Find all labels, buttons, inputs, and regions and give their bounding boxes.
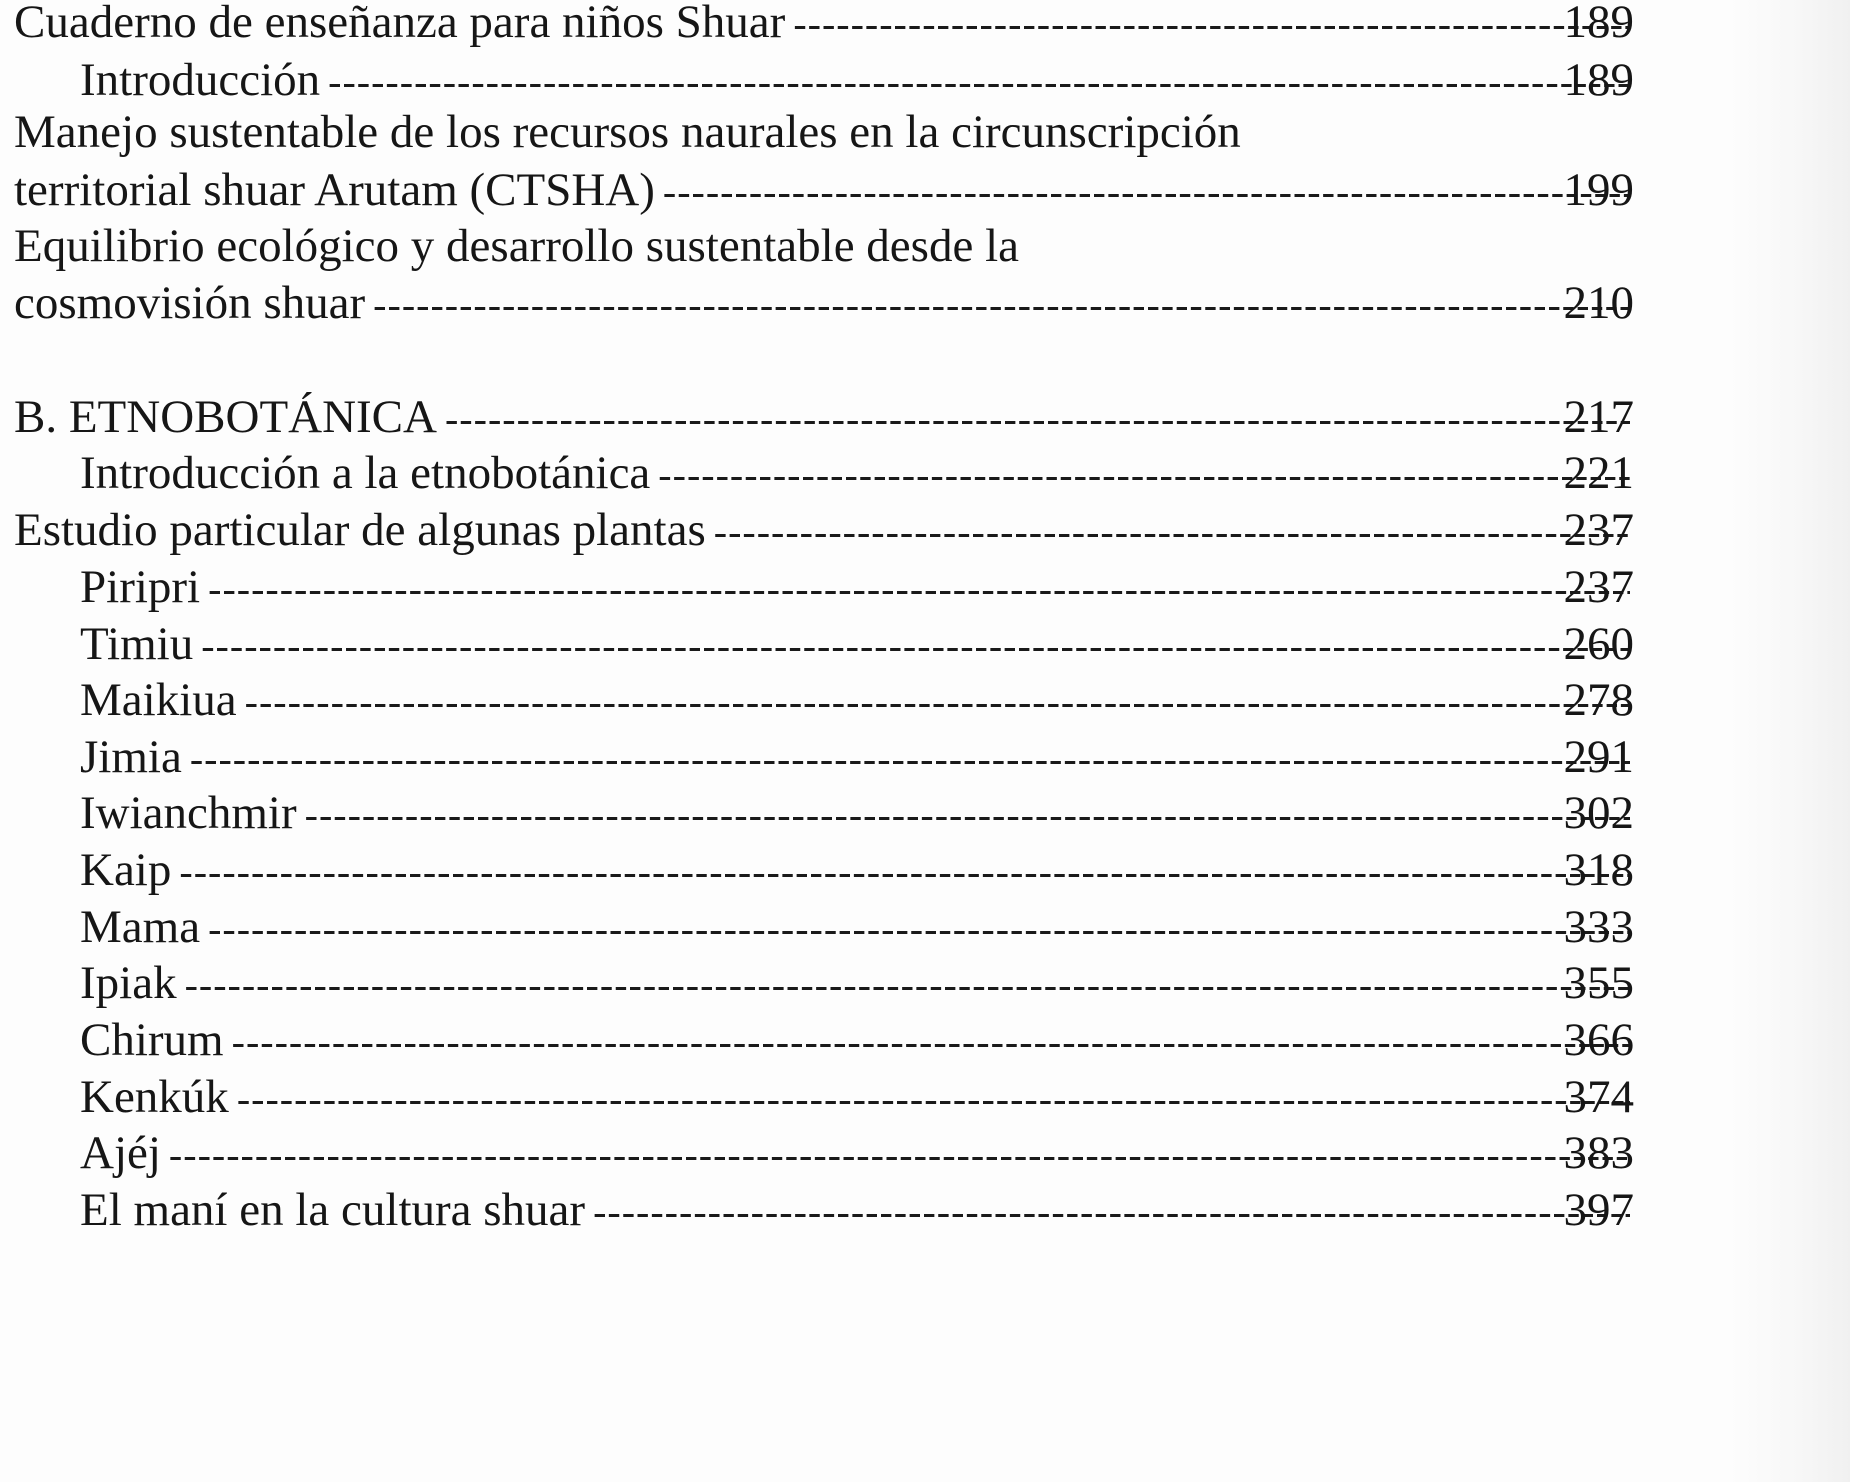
toc-entry xyxy=(80,1180,1634,1240)
toc-page-number: 366 xyxy=(1563,1014,1634,1066)
toc-page-number: 278 xyxy=(1563,674,1634,726)
toc-entry xyxy=(80,50,1634,110)
dot-leader xyxy=(169,1125,1630,1185)
dot-leader xyxy=(208,559,1630,619)
toc-page-number: 397 xyxy=(1563,1184,1634,1236)
dot-leader xyxy=(593,1182,1630,1242)
toc-entry-title: Kenkúk xyxy=(80,1071,229,1123)
toc-page-number: 318 xyxy=(1563,844,1634,896)
toc-page-number: 237 xyxy=(1563,561,1634,613)
toc-entry xyxy=(80,783,1634,843)
toc-entry xyxy=(80,614,1634,674)
toc-entry-title: Jimia xyxy=(80,731,182,783)
dot-leader xyxy=(305,785,1630,845)
dot-leader xyxy=(179,842,1630,902)
toc-entry xyxy=(80,670,1634,730)
toc-entry-title: B. ETNOBOTÁNICA xyxy=(14,391,437,443)
toc-entry xyxy=(80,840,1634,900)
dot-leader xyxy=(208,899,1630,959)
dot-leader xyxy=(245,672,1630,732)
toc-page-number: 221 xyxy=(1563,447,1634,499)
toc-page-number: 355 xyxy=(1563,957,1634,1009)
toc-entry-title: territorial shuar Arutam (CTSHA) xyxy=(14,164,655,216)
toc-page-number: 199 xyxy=(1563,164,1634,216)
toc-section-heading xyxy=(14,387,1634,447)
toc-entry-title: Introducción a la etnobotánica xyxy=(80,447,651,499)
toc-entry xyxy=(80,443,1634,503)
dot-leader xyxy=(185,955,1630,1015)
page-edge-shadow xyxy=(1730,0,1850,1482)
dot-leader xyxy=(658,445,1630,505)
toc-entry-title: Iwianchmir xyxy=(80,787,297,839)
toc-page-number: 374 xyxy=(1563,1071,1634,1123)
toc-entry xyxy=(80,727,1634,787)
toc-entry xyxy=(80,953,1634,1013)
toc-entry-title: Chirum xyxy=(80,1014,224,1066)
toc-page-number: 189 xyxy=(1563,54,1634,106)
toc-page-number: 189 xyxy=(1563,0,1634,48)
toc-entry xyxy=(80,1010,1634,1070)
toc-entry xyxy=(14,500,1634,560)
toc-entry-title: cosmovisión shuar xyxy=(14,277,366,329)
dot-leader xyxy=(201,616,1630,676)
toc-page-number: 291 xyxy=(1563,731,1634,783)
toc-page-number: 210 xyxy=(1563,277,1634,329)
dot-leader xyxy=(373,275,1630,335)
toc-page-number: 260 xyxy=(1563,618,1634,670)
toc-page-number: 333 xyxy=(1563,901,1634,953)
toc-entry xyxy=(80,557,1634,617)
toc-entry-title: Equilibrio ecológico y desarrollo sustentable desde la xyxy=(14,220,1019,272)
toc-entry xyxy=(14,273,1634,333)
toc-page-number: 302 xyxy=(1563,787,1634,839)
dot-leader xyxy=(232,1012,1630,1072)
dot-leader xyxy=(190,729,1630,789)
toc-entry-title: Introducción xyxy=(80,54,321,106)
toc-entry-title: Maikiua xyxy=(80,674,237,726)
toc-entry-title: Mama xyxy=(80,901,201,953)
toc-entry-title: Estudio particular de algunas plantas xyxy=(14,504,706,556)
toc-entry-title: Timiu xyxy=(80,618,194,670)
toc-entry xyxy=(80,1123,1634,1183)
toc-entry-line1 xyxy=(14,102,1634,162)
dot-leader xyxy=(237,1069,1630,1129)
toc-entry-title: Ipiak xyxy=(80,957,177,1009)
toc-entry-title: Piripri xyxy=(80,561,201,613)
toc-entry-title: El maní en la cultura shuar xyxy=(80,1184,586,1236)
toc-entry xyxy=(14,160,1634,220)
toc-page-number: 383 xyxy=(1563,1127,1634,1179)
toc-entry-title: Manejo sustentable de los recursos naurales en la circunscripción xyxy=(14,106,1241,158)
dot-leader xyxy=(714,502,1630,562)
toc-page-number: 237 xyxy=(1563,504,1634,556)
toc-entry xyxy=(14,0,1634,52)
toc-entry xyxy=(80,1067,1634,1127)
toc-entry-title: Cuaderno de enseñanza para niños Shuar xyxy=(14,0,786,48)
dot-leader xyxy=(445,389,1630,449)
toc-entry xyxy=(80,897,1634,957)
dot-leader xyxy=(793,0,1630,54)
dot-leader xyxy=(663,162,1630,222)
toc-page-number: 217 xyxy=(1563,391,1634,443)
toc-entry-line1 xyxy=(14,216,1634,276)
toc-entry-title: Ajéj xyxy=(80,1127,161,1179)
toc-entry-title: Kaip xyxy=(80,844,172,896)
